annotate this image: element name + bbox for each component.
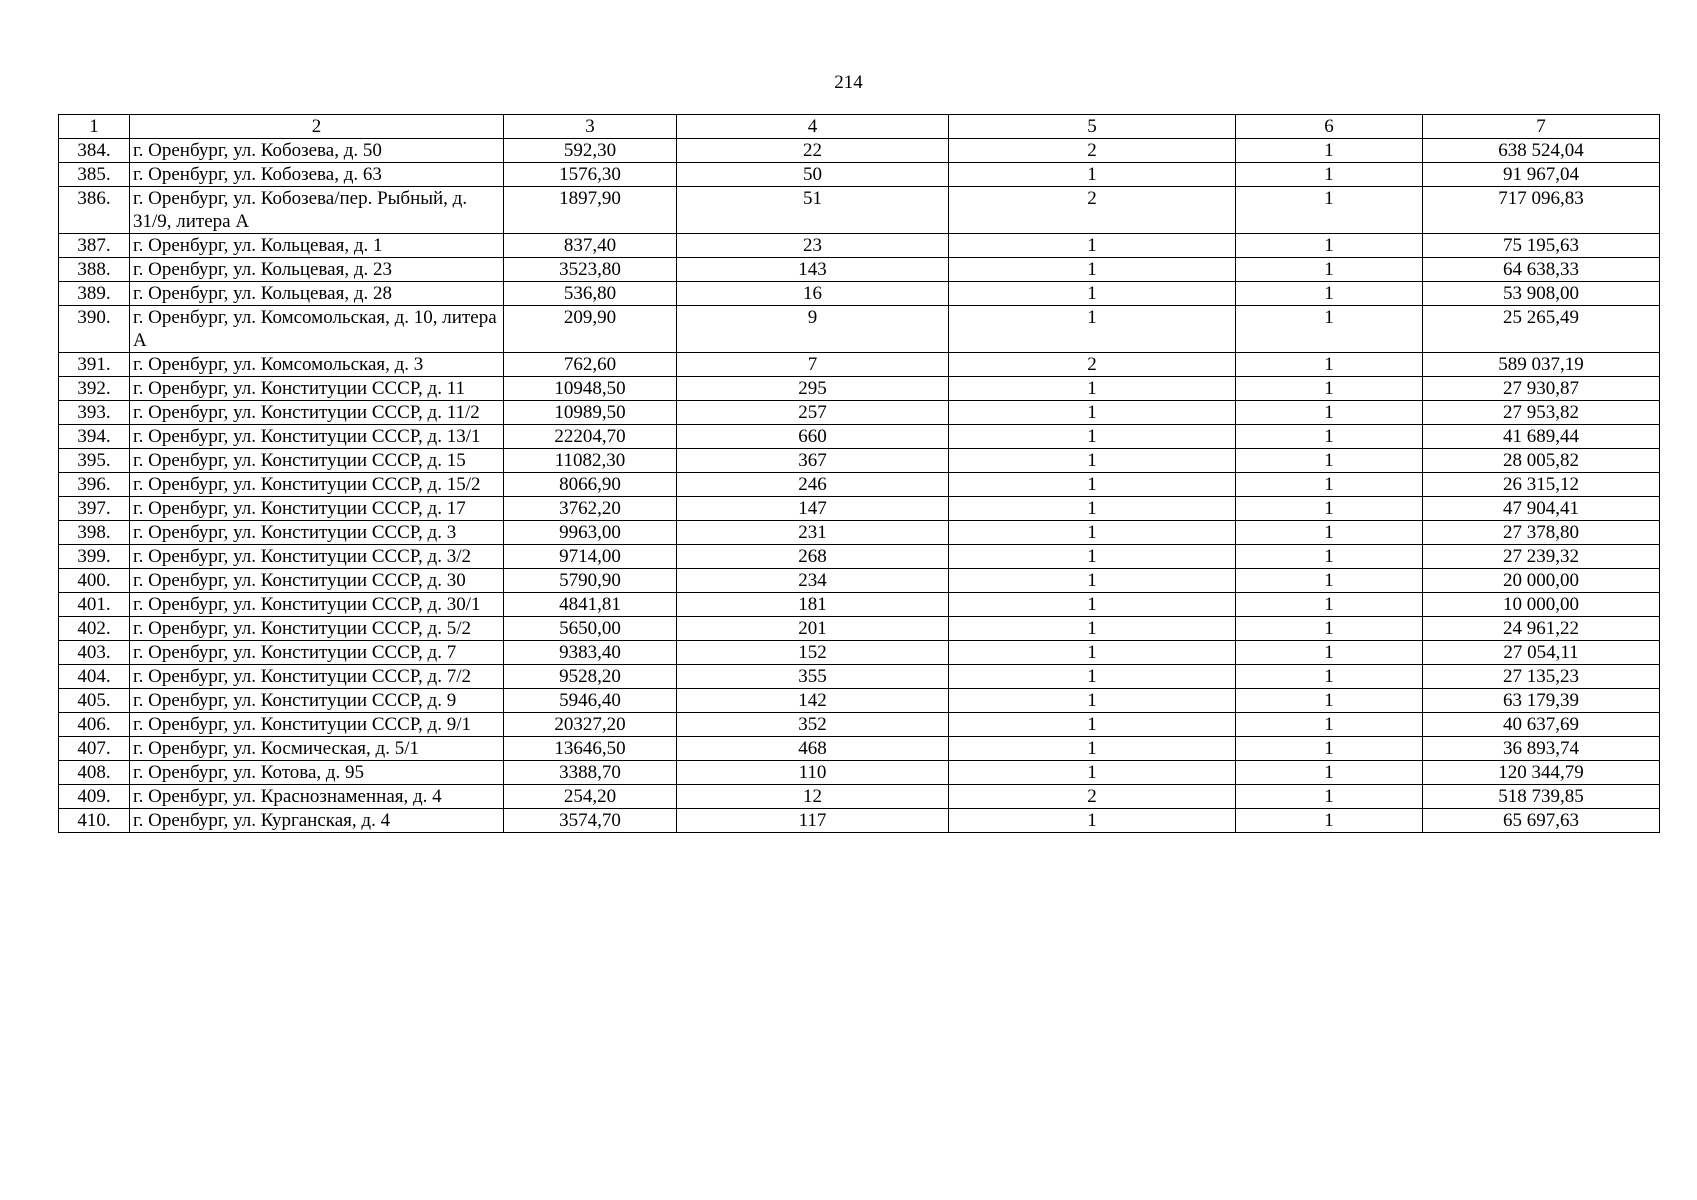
col5-value: 1: [949, 234, 1236, 258]
row-number: 406.: [59, 713, 130, 737]
amount-value: 41 689,44: [1423, 425, 1660, 449]
address: г. Оренбург, ул. Курганская, д. 4: [130, 809, 504, 833]
column-header-5: 5: [949, 115, 1236, 139]
residents-count: 201: [677, 617, 949, 641]
row-number: 409.: [59, 785, 130, 809]
residents-count: 295: [677, 377, 949, 401]
table-row: [59, 473, 1660, 497]
table-row: [59, 139, 1660, 163]
address: г. Оренбург, ул. Кольцевая, д. 28: [130, 282, 504, 306]
header-row: [59, 115, 1660, 139]
area-value: 254,20: [504, 785, 677, 809]
amount-value: 589 037,19: [1423, 353, 1660, 377]
col5-value: 1: [949, 258, 1236, 282]
table-row: [59, 761, 1660, 785]
area-value: 8066,90: [504, 473, 677, 497]
table-row: [59, 163, 1660, 187]
table-row: [59, 545, 1660, 569]
residents-count: 660: [677, 425, 949, 449]
row-number: 384.: [59, 139, 130, 163]
address: г. Оренбург, ул. Конституции СССР, д. 15: [130, 449, 504, 473]
col5-value: 1: [949, 282, 1236, 306]
area-value: 9714,00: [504, 545, 677, 569]
address: г. Оренбург, ул. Конституции СССР, д. 3: [130, 521, 504, 545]
col6-value: 1: [1236, 353, 1423, 377]
col5-value: 1: [949, 737, 1236, 761]
residents-count: 50: [677, 163, 949, 187]
residents-count: 468: [677, 737, 949, 761]
table-row: [59, 809, 1660, 833]
area-value: 5790,90: [504, 569, 677, 593]
amount-value: 40 637,69: [1423, 713, 1660, 737]
table-row: [59, 377, 1660, 401]
table-row: [59, 401, 1660, 425]
col6-value: 1: [1236, 234, 1423, 258]
col5-value: 1: [949, 761, 1236, 785]
area-value: 22204,70: [504, 425, 677, 449]
row-number: 392.: [59, 377, 130, 401]
row-number: 398.: [59, 521, 130, 545]
col5-value: 1: [949, 545, 1236, 569]
col6-value: 1: [1236, 713, 1423, 737]
area-value: 837,40: [504, 234, 677, 258]
table-row: [59, 282, 1660, 306]
col6-value: 1: [1236, 665, 1423, 689]
col6-value: 1: [1236, 617, 1423, 641]
row-number: 390.: [59, 306, 130, 353]
table-row: [59, 425, 1660, 449]
residents-count: 51: [677, 187, 949, 234]
table-row: [59, 617, 1660, 641]
table-row: [59, 569, 1660, 593]
area-value: 1576,30: [504, 163, 677, 187]
table-row: [59, 689, 1660, 713]
table-row: [59, 737, 1660, 761]
col6-value: 1: [1236, 425, 1423, 449]
table-row: [59, 187, 1660, 234]
amount-value: 36 893,74: [1423, 737, 1660, 761]
col5-value: 1: [949, 425, 1236, 449]
area-value: 3574,70: [504, 809, 677, 833]
col5-value: 1: [949, 473, 1236, 497]
col6-value: 1: [1236, 139, 1423, 163]
row-number: 394.: [59, 425, 130, 449]
table-row: [59, 497, 1660, 521]
row-number: 396.: [59, 473, 130, 497]
data-table: [58, 114, 1660, 833]
residents-count: 268: [677, 545, 949, 569]
area-value: 9963,00: [504, 521, 677, 545]
address: г. Оренбург, ул. Комсомольская, д. 10, литера А: [130, 306, 504, 353]
address: г. Оренбург, ул. Конституции СССР, д. 7: [130, 641, 504, 665]
area-value: 5946,40: [504, 689, 677, 713]
row-number: 408.: [59, 761, 130, 785]
col6-value: 1: [1236, 785, 1423, 809]
amount-value: 27 054,11: [1423, 641, 1660, 665]
row-number: 400.: [59, 569, 130, 593]
col5-value: 1: [949, 713, 1236, 737]
address: г. Оренбург, ул. Конституции СССР, д. 15/2: [130, 473, 504, 497]
col5-value: 2: [949, 785, 1236, 809]
residents-count: 147: [677, 497, 949, 521]
col6-value: 1: [1236, 163, 1423, 187]
row-number: 385.: [59, 163, 130, 187]
col5-value: 1: [949, 809, 1236, 833]
column-header-2: 2: [130, 115, 504, 139]
row-number: 391.: [59, 353, 130, 377]
row-number: 407.: [59, 737, 130, 761]
table-row: [59, 785, 1660, 809]
area-value: 9528,20: [504, 665, 677, 689]
table-row: [59, 234, 1660, 258]
row-number: 389.: [59, 282, 130, 306]
address: г. Оренбург, ул. Конституции СССР, д. 3/2: [130, 545, 504, 569]
address: г. Оренбург, ул. Кобозева, д. 63: [130, 163, 504, 187]
area-value: 592,30: [504, 139, 677, 163]
residents-count: 16: [677, 282, 949, 306]
address: г. Оренбург, ул. Кольцевая, д. 1: [130, 234, 504, 258]
row-number: 387.: [59, 234, 130, 258]
address: г. Оренбург, ул. Кольцевая, д. 23: [130, 258, 504, 282]
residents-count: 181: [677, 593, 949, 617]
row-number: 402.: [59, 617, 130, 641]
residents-count: 257: [677, 401, 949, 425]
column-header-7: 7: [1423, 115, 1660, 139]
area-value: 1897,90: [504, 187, 677, 234]
col5-value: 1: [949, 617, 1236, 641]
col5-value: 1: [949, 521, 1236, 545]
col5-value: 1: [949, 497, 1236, 521]
address: г. Оренбург, ул. Конституции СССР, д. 9/1: [130, 713, 504, 737]
col6-value: 1: [1236, 377, 1423, 401]
column-header-4: 4: [677, 115, 949, 139]
amount-value: 28 005,82: [1423, 449, 1660, 473]
amount-value: 64 638,33: [1423, 258, 1660, 282]
column-header-3: 3: [504, 115, 677, 139]
col6-value: 1: [1236, 593, 1423, 617]
row-number: 395.: [59, 449, 130, 473]
area-value: 4841,81: [504, 593, 677, 617]
amount-value: 63 179,39: [1423, 689, 1660, 713]
address: г. Оренбург, ул. Кобозева, д. 50: [130, 139, 504, 163]
col6-value: 1: [1236, 809, 1423, 833]
page-number: 214: [834, 72, 863, 93]
amount-value: 47 904,41: [1423, 497, 1660, 521]
table-row: [59, 593, 1660, 617]
area-value: 10948,50: [504, 377, 677, 401]
amount-value: 518 739,85: [1423, 785, 1660, 809]
table-row: [59, 641, 1660, 665]
amount-value: 120 344,79: [1423, 761, 1660, 785]
area-value: 20327,20: [504, 713, 677, 737]
table-row: [59, 449, 1660, 473]
amount-value: 91 967,04: [1423, 163, 1660, 187]
amount-value: 20 000,00: [1423, 569, 1660, 593]
col6-value: 1: [1236, 258, 1423, 282]
col5-value: 1: [949, 306, 1236, 353]
col6-value: 1: [1236, 737, 1423, 761]
col6-value: 1: [1236, 187, 1423, 234]
table-body: [59, 139, 1660, 833]
col5-value: 1: [949, 593, 1236, 617]
col6-value: 1: [1236, 641, 1423, 665]
area-value: 10989,50: [504, 401, 677, 425]
area-value: 209,90: [504, 306, 677, 353]
address: г. Оренбург, ул. Конституции СССР, д. 11/2: [130, 401, 504, 425]
amount-value: 27 930,87: [1423, 377, 1660, 401]
table-row: [59, 306, 1660, 353]
col6-value: 1: [1236, 473, 1423, 497]
amount-value: 10 000,00: [1423, 593, 1660, 617]
residents-count: 23: [677, 234, 949, 258]
area-value: 5650,00: [504, 617, 677, 641]
address: г. Оренбург, ул. Конституции СССР, д. 9: [130, 689, 504, 713]
col6-value: 1: [1236, 449, 1423, 473]
amount-value: 638 524,04: [1423, 139, 1660, 163]
col5-value: 2: [949, 187, 1236, 234]
address: г. Оренбург, ул. Кобозева/пер. Рыбный, д. 31/9, литера А: [130, 187, 504, 234]
table-row: [59, 713, 1660, 737]
area-value: 13646,50: [504, 737, 677, 761]
col6-value: 1: [1236, 497, 1423, 521]
col6-value: 1: [1236, 521, 1423, 545]
row-number: 388.: [59, 258, 130, 282]
address: г. Оренбург, ул. Краснознаменная, д. 4: [130, 785, 504, 809]
col6-value: 1: [1236, 306, 1423, 353]
address: г. Оренбург, ул. Космическая, д. 5/1: [130, 737, 504, 761]
col6-value: 1: [1236, 689, 1423, 713]
table-row: [59, 665, 1660, 689]
residents-count: 7: [677, 353, 949, 377]
residents-count: 246: [677, 473, 949, 497]
col5-value: 1: [949, 569, 1236, 593]
row-number: 397.: [59, 497, 130, 521]
residents-count: 231: [677, 521, 949, 545]
col5-value: 1: [949, 401, 1236, 425]
address: г. Оренбург, ул. Конституции СССР, д. 30/1: [130, 593, 504, 617]
row-number: 403.: [59, 641, 130, 665]
area-value: 9383,40: [504, 641, 677, 665]
row-number: 399.: [59, 545, 130, 569]
address: г. Оренбург, ул. Конституции СССР, д. 13/1: [130, 425, 504, 449]
table-row: [59, 353, 1660, 377]
residents-count: 22: [677, 139, 949, 163]
address: г. Оренбург, ул. Конституции СССР, д. 17: [130, 497, 504, 521]
col6-value: 1: [1236, 569, 1423, 593]
area-value: 11082,30: [504, 449, 677, 473]
col6-value: 1: [1236, 401, 1423, 425]
area-value: 3762,20: [504, 497, 677, 521]
column-header-1: 1: [59, 115, 130, 139]
residents-count: 110: [677, 761, 949, 785]
address: г. Оренбург, ул. Котова, д. 95: [130, 761, 504, 785]
col5-value: 1: [949, 641, 1236, 665]
row-number: 404.: [59, 665, 130, 689]
amount-value: 26 315,12: [1423, 473, 1660, 497]
amount-value: 24 961,22: [1423, 617, 1660, 641]
residents-count: 152: [677, 641, 949, 665]
amount-value: 75 195,63: [1423, 234, 1660, 258]
address: г. Оренбург, ул. Конституции СССР, д. 5/2: [130, 617, 504, 641]
residents-count: 12: [677, 785, 949, 809]
col5-value: 2: [949, 353, 1236, 377]
amount-value: 27 135,23: [1423, 665, 1660, 689]
amount-value: 27 953,82: [1423, 401, 1660, 425]
amount-value: 27 378,80: [1423, 521, 1660, 545]
residents-count: 142: [677, 689, 949, 713]
col5-value: 1: [949, 449, 1236, 473]
col6-value: 1: [1236, 761, 1423, 785]
amount-value: 53 908,00: [1423, 282, 1660, 306]
amount-value: 27 239,32: [1423, 545, 1660, 569]
address: г. Оренбург, ул. Конституции СССР, д. 11: [130, 377, 504, 401]
area-value: 762,60: [504, 353, 677, 377]
amount-value: 65 697,63: [1423, 809, 1660, 833]
col6-value: 1: [1236, 282, 1423, 306]
amount-value: 717 096,83: [1423, 187, 1660, 234]
col5-value: 1: [949, 689, 1236, 713]
residents-count: 143: [677, 258, 949, 282]
col6-value: 1: [1236, 545, 1423, 569]
table-row: [59, 258, 1660, 282]
row-number: 386.: [59, 187, 130, 234]
row-number: 410.: [59, 809, 130, 833]
address: г. Оренбург, ул. Конституции СССР, д. 7/2: [130, 665, 504, 689]
residents-count: 117: [677, 809, 949, 833]
row-number: 393.: [59, 401, 130, 425]
address: г. Оренбург, ул. Конституции СССР, д. 30: [130, 569, 504, 593]
area-value: 536,80: [504, 282, 677, 306]
row-number: 405.: [59, 689, 130, 713]
amount-value: 25 265,49: [1423, 306, 1660, 353]
row-number: 401.: [59, 593, 130, 617]
col5-value: 1: [949, 377, 1236, 401]
column-header-6: 6: [1236, 115, 1423, 139]
col5-value: 1: [949, 665, 1236, 689]
residents-count: 355: [677, 665, 949, 689]
residents-count: 9: [677, 306, 949, 353]
area-value: 3388,70: [504, 761, 677, 785]
residents-count: 234: [677, 569, 949, 593]
col5-value: 2: [949, 139, 1236, 163]
residents-count: 367: [677, 449, 949, 473]
table-row: [59, 521, 1660, 545]
residents-count: 352: [677, 713, 949, 737]
col5-value: 1: [949, 163, 1236, 187]
area-value: 3523,80: [504, 258, 677, 282]
address: г. Оренбург, ул. Комсомольская, д. 3: [130, 353, 504, 377]
